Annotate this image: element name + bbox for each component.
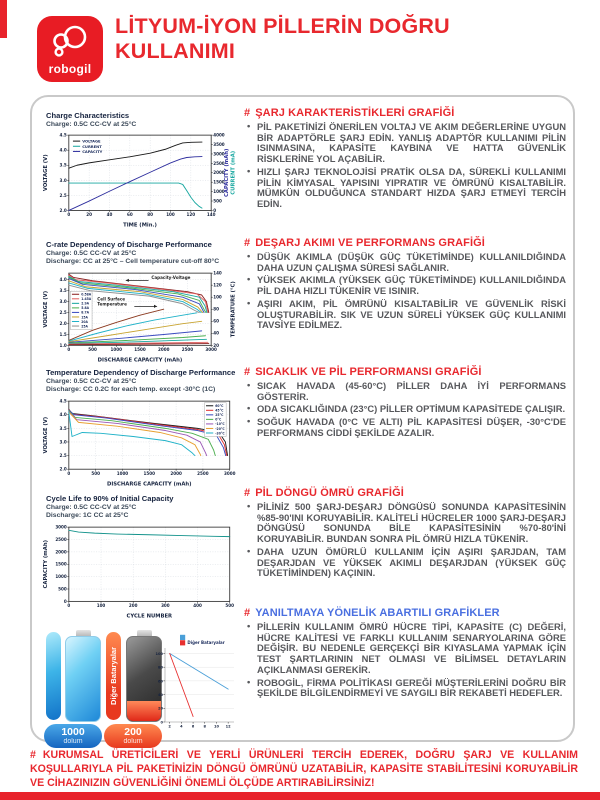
svg-text:45°C: 45°C: [215, 408, 224, 413]
svg-text:0: 0: [213, 208, 217, 214]
chart-subtitle: Discharge: CC at 25°C – Cell temperature cut-off 80°C: [46, 258, 220, 266]
cycles-unit: dolum: [63, 738, 83, 746]
section-misleading-charts: [244, 607, 566, 701]
svg-text:CURRENT (mA): CURRENT (mA): [230, 151, 237, 196]
bullet-list: [244, 122, 566, 210]
svg-text:25°C: 25°C: [215, 413, 224, 418]
svg-text:Temperature: Temperature: [97, 301, 127, 307]
page-edge-accent-top: [0, 0, 7, 38]
svg-text:4.5: 4.5: [59, 398, 67, 404]
svg-text:2.0: 2.0: [59, 320, 67, 326]
svg-text:Cell Surface: Cell Surface: [97, 296, 126, 302]
hash-mark: #: [244, 107, 251, 119]
footer-text: KURUMSAL ÜRETİCİLERİ VE YERLİ ÜRÜNLERİ TERCİH EDEREK, DOĞRU ŞARJ VE KULLANIM KOŞULLARIYLA PİL PAKETİNİZİN DÖNGÜ ÖMRÜNÜ UZATABİLİR, KAPASİTE STABİLİTESİNİ KORUYABİLİR VE CİHAZINIZIN GÜVENLİĞİNİ ÖNEMLİ ÖLÇÜDE ARTIRABİLİRSİNİZ!: [30, 749, 578, 789]
svg-text:140: 140: [206, 212, 216, 218]
svg-text:500: 500: [91, 470, 100, 476]
svg-text:2000: 2000: [55, 549, 67, 555]
svg-text:1000: 1000: [116, 470, 129, 476]
svg-text:1500: 1500: [55, 561, 67, 567]
hash-mark: #: [244, 607, 251, 619]
svg-text:200: 200: [128, 603, 138, 609]
svg-text:2.5: 2.5: [59, 309, 67, 315]
svg-text:100: 100: [213, 294, 222, 300]
svg-text:500: 500: [88, 347, 97, 353]
svg-text:500: 500: [213, 198, 222, 204]
chart-subtitle: Discharge: 1C CC at 25°C: [46, 512, 129, 520]
svg-text:20A: 20A: [81, 319, 88, 324]
svg-text:DISCHARGE CAPACITY (mAh): DISCHARGE CAPACITY (mAh): [97, 357, 183, 364]
svg-text:3.5: 3.5: [59, 425, 67, 431]
svg-text:120: 120: [186, 212, 196, 218]
svg-text:60: 60: [213, 318, 219, 324]
svg-text:1500: 1500: [213, 180, 225, 186]
capacity-decline-mini-plot: [152, 632, 238, 734]
svg-text:VOLTAGE (V): VOLTAGE (V): [43, 154, 50, 192]
svg-text:1000: 1000: [55, 574, 67, 580]
bullet-item: • HIZLI ŞARJ TEKNOLOJİSİ PRATİK OLSA DA, SÜREKLİ KULLANIMI PİLİN KİMYASAL YAPISINI YIPRATIR VE ÖMRÜNÜ KISALTABİLİR. MÜMKÜN OLDUĞUNCA STANDART HIZDA ŞARJ ETMEYİ TERCİH EDİN.: [257, 167, 566, 210]
section-heading: [244, 487, 566, 499]
chart-subtitle: Charge: 0.5C CC-CV at 25°C: [46, 378, 137, 385]
logo-text: robogil: [48, 62, 92, 76]
svg-text:100: 100: [96, 603, 106, 609]
bullet-list: [244, 381, 566, 439]
cycles-badge-robogil: [44, 724, 102, 748]
svg-text:-30°C: -30°C: [215, 431, 225, 436]
section-temperature-performance: [244, 366, 566, 441]
chart-title: Temperature Dependency of Discharge Performance: [46, 368, 236, 377]
svg-text:3000: 3000: [224, 470, 236, 476]
svg-text:DISCHARGE CAPACITY (mAh): DISCHARGE CAPACITY (mAh): [106, 481, 192, 488]
chart-subtitle: Charge: 0.5C CC-CV at 25°C: [46, 250, 137, 257]
svg-text:0: 0: [67, 212, 71, 218]
svg-text:-10°C: -10°C: [215, 422, 225, 427]
svg-text:TEMPERATURE (°C): TEMPERATURE (°C): [230, 281, 237, 338]
bullet-item: • PİLLERİN KULLANIM ÖMRÜ HÜCRE TİPİ, KAPASİTE (C) DEĞERİ, HÜCRE KALİTESİ VE FARKLI KULLANIM SENARYOLARINA GÖRE DEĞİŞİR. BU NEDENLE GERÇEKÇİ BİR KIYASLAMA YAPMAK İÇİN TEST ŞARTLARININ NET OLMASI VE BİLİMSEL DETAYLARIN AÇIKLANMASI GEREKİR.: [257, 622, 566, 676]
svg-text:2.9A: 2.9A: [81, 301, 90, 306]
svg-text:2.5: 2.5: [59, 452, 67, 458]
cycles-value: 1000: [61, 725, 85, 738]
cycles-unit: dolum: [123, 738, 143, 746]
svg-text:2.5: 2.5: [59, 193, 67, 199]
svg-text:1000: 1000: [213, 189, 225, 195]
svg-text:300: 300: [161, 603, 170, 609]
svg-text:2000: 2000: [170, 470, 182, 476]
svg-text:1500: 1500: [143, 470, 156, 476]
bullet-item: • ODA SICAKLIĞINDA (23°C) PİLLER OPTİMUM KAPASİTEDE ÇALIŞIR.: [257, 404, 566, 415]
svg-text:4000: 4000: [213, 133, 225, 139]
svg-text:CYCLE NUMBER: CYCLE NUMBER: [126, 613, 173, 620]
svg-text:2500: 2500: [55, 536, 67, 542]
section-charge-characteristics: [244, 107, 566, 212]
bullet-list: [244, 502, 566, 579]
section-heading: [244, 607, 566, 619]
bullet-list: [244, 252, 566, 331]
svg-text:20: 20: [157, 706, 163, 711]
svg-text:0: 0: [160, 720, 163, 725]
section-heading: [244, 237, 566, 249]
svg-text:8.7A: 8.7A: [81, 310, 90, 315]
svg-text:1500: 1500: [134, 347, 146, 353]
svg-text:TIME (Min.): TIME (Min.): [123, 223, 157, 230]
svg-text:3000: 3000: [213, 151, 225, 157]
bullet-item: • ROBOGİL, FİRMA POLİTİKASI GEREĞİ MÜŞTERİLERİNİ DOĞRU BİR ŞEKİLDE BİLGİLENDİRMEYİ VE SAYGILI BİR REKABETİ HEDEFLER.: [257, 678, 566, 699]
bullet-item: • PİLİNİZ 500 ŞARJ-DEŞARJ DÖNGÜSÜ SONUNDA KAPASİTESİNİN %85-90'INI KORUYABİLİR. KALİTELİ HÜCRELER 1000 ŞARJ-DEŞARJ DÖNGÜSÜ SONUNDA BİLE KAPASİTESİNİN %70-80'İNİ KORUYABİLİR. BUNDAN SONRA PİL ÖMRÜ HIZLA TÜKENİR.: [257, 502, 566, 545]
svg-text:2.0: 2.0: [59, 466, 67, 472]
bullet-item: • AŞIRI AKIM, PİL ÖMRÜNÜ KISALTABİLİR VE GÜVENLİK RİSKİ OLUŞTURABİLİR. SIK VE UZUN SÜRELİ YÜKSEK GÜÇ KULLANIMI TAVSİYE EDİLMEZ.: [257, 299, 566, 331]
svg-text:8: 8: [203, 724, 207, 729]
svg-text:15A: 15A: [81, 315, 88, 320]
svg-text:10: 10: [213, 724, 219, 729]
svg-text:40: 40: [213, 330, 219, 336]
svg-text:4.5: 4.5: [59, 133, 67, 139]
svg-text:2.0: 2.0: [59, 208, 67, 214]
bullet-item: • DAHA UZUN ÖMÜRLÜ KULLANIM İÇİN AŞIRI ŞARJDAN, TAM DEŞARJDAN VE YÜKSEK AKIMLI DEŞARJDAN (YÜKSEK GÜÇ TÜKETİMİNDEN) KAÇININ.: [257, 547, 566, 579]
section-title: ŞARJ KARAKTERİSTİKLERİ GRAFİĞİ: [255, 107, 455, 119]
svg-text:VOLTAGE (V): VOLTAGE (V): [43, 290, 50, 328]
svg-text:4.0: 4.0: [59, 277, 67, 283]
page-title-line1: LİTYUM-İYON PİLLERİN DOĞRU: [115, 14, 450, 38]
battery-body-full: [65, 636, 101, 722]
svg-text:500: 500: [58, 586, 67, 592]
section-title: SICAKLIK VE PİL PERFORMANSI GRAFİĞİ: [255, 366, 482, 378]
svg-text:VOLTAGE (V): VOLTAGE (V): [43, 416, 50, 454]
page-edge-accent-bottom: [0, 792, 600, 800]
svg-text:3500: 3500: [213, 142, 225, 148]
svg-text:80: 80: [213, 306, 219, 312]
svg-text:12: 12: [225, 724, 231, 729]
svg-text:CURRENT: CURRENT: [82, 145, 102, 150]
temperature-discharge-plot: [42, 397, 238, 488]
other-batteries-label: [106, 632, 121, 720]
section-title: YANILTMAYA YÖNELİK ABARTILI GRAFİKLER: [255, 607, 500, 619]
svg-text:2000: 2000: [158, 347, 170, 353]
svg-text:CAPACITY (mAh): CAPACITY (mAh): [43, 540, 50, 589]
robogil-logo-icon: [49, 24, 91, 60]
chart-block-charge-characteristics: [42, 111, 242, 229]
bullet-item: • SICAK HAVADA (45-60°C) PİLLER DAHA İYİ PERFORMANS GÖSTERİR.: [257, 381, 566, 402]
svg-text:4.0: 4.0: [59, 148, 67, 154]
svg-text:3.0: 3.0: [59, 439, 67, 445]
svg-text:1.0: 1.0: [59, 342, 67, 348]
svg-text:40: 40: [106, 212, 113, 218]
svg-text:120: 120: [213, 282, 222, 288]
chart-subtitle: Charge: 0.5C CC-CV at 25°C: [46, 121, 137, 128]
svg-text:0: 0: [67, 603, 71, 609]
svg-text:80: 80: [157, 665, 163, 670]
svg-text:2500: 2500: [181, 347, 194, 353]
chart-subtitle: Charge: 0.5C CC-CV at 25°C: [46, 504, 137, 511]
crate-discharge-plot: [42, 269, 238, 364]
section-heading: [244, 107, 566, 119]
svg-text:VOLTAGE: VOLTAGE: [82, 140, 101, 145]
blue-battery-capsule: [46, 632, 61, 720]
svg-text:0.58A: 0.58A: [81, 292, 92, 297]
section-cycle-life: [244, 487, 566, 581]
svg-text:2: 2: [168, 724, 171, 729]
svg-text:60°C: 60°C: [215, 404, 224, 409]
svg-text:6: 6: [191, 724, 195, 729]
svg-text:4: 4: [180, 724, 183, 729]
svg-text:3.5: 3.5: [59, 163, 67, 169]
svg-text:3000: 3000: [55, 524, 67, 530]
hash-mark: #: [244, 487, 251, 499]
svg-text:0: 0: [67, 470, 71, 476]
battery-comparison-graphic: [40, 630, 240, 746]
svg-text:5.8A: 5.8A: [81, 306, 90, 311]
chart-block-crate-discharge: [42, 240, 242, 364]
svg-text:0°C: 0°C: [215, 417, 222, 422]
svg-text:3000: 3000: [205, 347, 217, 353]
hash-mark: #: [30, 749, 36, 761]
page-title-line2: KULLANIMI: [115, 38, 236, 63]
svg-text:2500: 2500: [213, 161, 225, 167]
chart-block-temperature-discharge: [42, 368, 242, 488]
svg-text:3.5: 3.5: [59, 288, 67, 294]
section-discharge-performance: [244, 237, 566, 333]
robogil-logo: [37, 16, 103, 82]
svg-text:Diğer Bataryalar: Diğer Bataryalar: [187, 640, 225, 646]
chart-title: Charge Characteristics: [46, 111, 130, 120]
svg-text:100: 100: [166, 212, 175, 218]
svg-text:Capacity-Voltage: Capacity-Voltage: [151, 274, 191, 280]
chart-block-cycle-life: [42, 494, 242, 620]
svg-text:CAPACITY: CAPACITY: [82, 150, 103, 155]
svg-text:0: 0: [67, 347, 71, 353]
cycles-value: 200: [124, 725, 142, 738]
content-card: [30, 95, 575, 746]
bullet-item: • PİL PAKETİNİZİ ÖNERİLEN VOLTAJ VE AKIM DEĞERLERİNE UYGUN BİR ADAPTÖRLE ŞARJ EDİN. YANLIŞ ADAPTÖR KULLANIMI PİLİN ISINMASINA, KAPASİTE KAYBINA VE HATTA GÜVENLİK RİSKLERİNE YOL AÇABİLİR.: [257, 122, 566, 165]
svg-text:60: 60: [126, 212, 133, 218]
cycle-life-plot: [42, 523, 238, 620]
bullet-item: • DÜŞÜK AKIMLA (DÜŞÜK GÜÇ TÜKETİMİNDE) KULLANILDIĞINDA DAHA UZUN ÇALIŞMA SÜRESİ SAĞLANIR.: [257, 252, 566, 273]
chart-title: C-rate Dependency of Discharge Performance: [46, 240, 212, 249]
svg-text:-20°C: -20°C: [215, 426, 225, 431]
svg-text:40: 40: [157, 692, 163, 697]
hash-mark: #: [244, 237, 251, 249]
svg-text:1000: 1000: [110, 347, 122, 353]
svg-text:3.0: 3.0: [59, 178, 67, 184]
svg-text:20: 20: [86, 212, 93, 218]
bullet-item: • SOĞUK HAVADA (0°C VE ALTI) PİL KAPASİTESİ DÜŞER, -30°C'DE PERFORMANS CİDDİ ŞEKİLDE AZALIR.: [257, 417, 566, 438]
charge-characteristics-plot: [42, 131, 238, 229]
svg-text:2500: 2500: [197, 470, 209, 476]
svg-text:400: 400: [193, 603, 202, 609]
page-title: [115, 14, 555, 63]
svg-text:60: 60: [157, 679, 163, 684]
svg-text:1.45A: 1.45A: [81, 297, 92, 302]
bullet-item: • YÜKSEK AKIMLA (YÜKSEK GÜÇ TÜKETİMİNDE) KULLANILDIĞINDA PİL DAHA HIZLI TÜKENİR VE ISINIR.: [257, 275, 566, 296]
bullet-list: [244, 622, 566, 699]
section-heading: [244, 366, 566, 378]
section-title: DEŞARJ AKIMI VE PERFORMANS GRAFİĞİ: [255, 237, 485, 249]
hash-mark: #: [244, 366, 251, 378]
section-title: PİL DÖNGÜ ÖMRÜ GRAFİĞİ: [255, 487, 404, 499]
svg-text:140: 140: [213, 270, 222, 276]
svg-text:100: 100: [155, 651, 163, 656]
svg-text:80: 80: [147, 212, 154, 218]
footer-note: [30, 749, 578, 791]
svg-text:500: 500: [225, 603, 235, 609]
svg-text:CAPACITY (mAh): CAPACITY (mAh): [224, 149, 231, 198]
svg-text:20: 20: [213, 342, 219, 348]
svg-text:25A: 25A: [81, 324, 88, 329]
svg-text:4.0: 4.0: [59, 412, 67, 418]
chart-title: Cycle Life to 90% of Initial Capacity: [46, 494, 174, 503]
svg-text:1.5: 1.5: [59, 331, 67, 337]
other-batteries-label-text: Diğer Bataryalar: [109, 647, 118, 705]
svg-text:3.0: 3.0: [59, 298, 67, 304]
svg-text:2000: 2000: [213, 170, 225, 176]
svg-text:0: 0: [63, 598, 67, 604]
chart-subtitle: Discharge: CC 0.2C for each temp. except -30°C (1C): [46, 386, 216, 394]
good-battery-illustration: [65, 630, 101, 722]
